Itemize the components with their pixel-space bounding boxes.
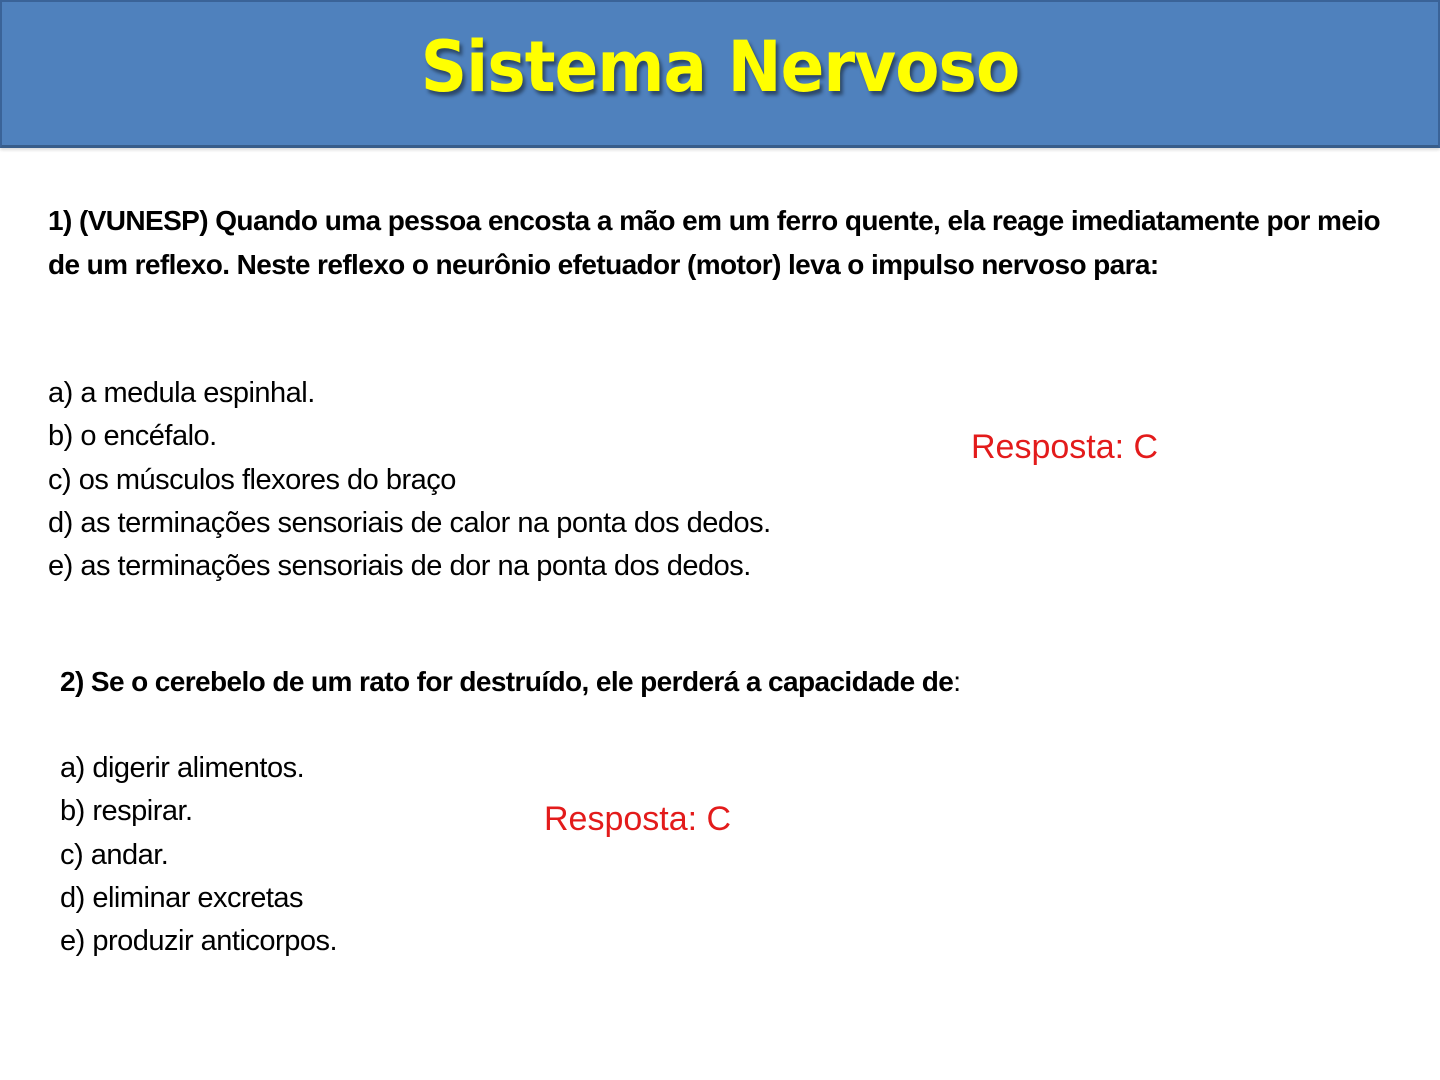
question-2-stem (60, 660, 1160, 704)
question-2-stem-text: 2) Se o cerebelo de um rato for destruído, ele perderá a capacidade de (60, 666, 954, 697)
question-1-option-c: c) os músculos flexores do braço (48, 463, 456, 496)
slide-header (0, 0, 1440, 148)
question-2-stem-colon: : (953, 666, 961, 697)
question-1-options (48, 372, 771, 588)
question-2-option-c: c) andar. (60, 838, 169, 871)
question-1-answer: Resposta: C (971, 428, 1159, 466)
question-1-option-d: d) as terminações sensoriais de calor na ponta dos dedos. (48, 506, 771, 539)
question-1-option-b: b) o encéfalo. (48, 420, 217, 453)
question-2-option-a: a) digerir alimentos. (60, 752, 305, 784)
slide-title: Sistema Nervoso (420, 26, 1020, 108)
question-2-option-b: b) respirar. (60, 795, 193, 828)
question-2-option-d: d) eliminar excretas (60, 881, 304, 914)
question-2-options (60, 747, 337, 963)
question-2-answer: Resposta: C (544, 800, 732, 838)
question-1-option-a: a) a medula espinhal. (48, 377, 315, 409)
question-1-stem: 1) (VUNESP) Quando uma pessoa encosta a mão em um ferro quente, ela reage imediatamente por meio de um reflexo. Neste reflexo o neurônio efetuador (motor) leva o impulso nervoso para: (48, 205, 1380, 280)
question-1-option-e: e) as terminações sensoriais de dor na ponta dos dedos. (48, 550, 751, 583)
question-2-option-e: e) produzir anticorpos. (60, 925, 338, 958)
